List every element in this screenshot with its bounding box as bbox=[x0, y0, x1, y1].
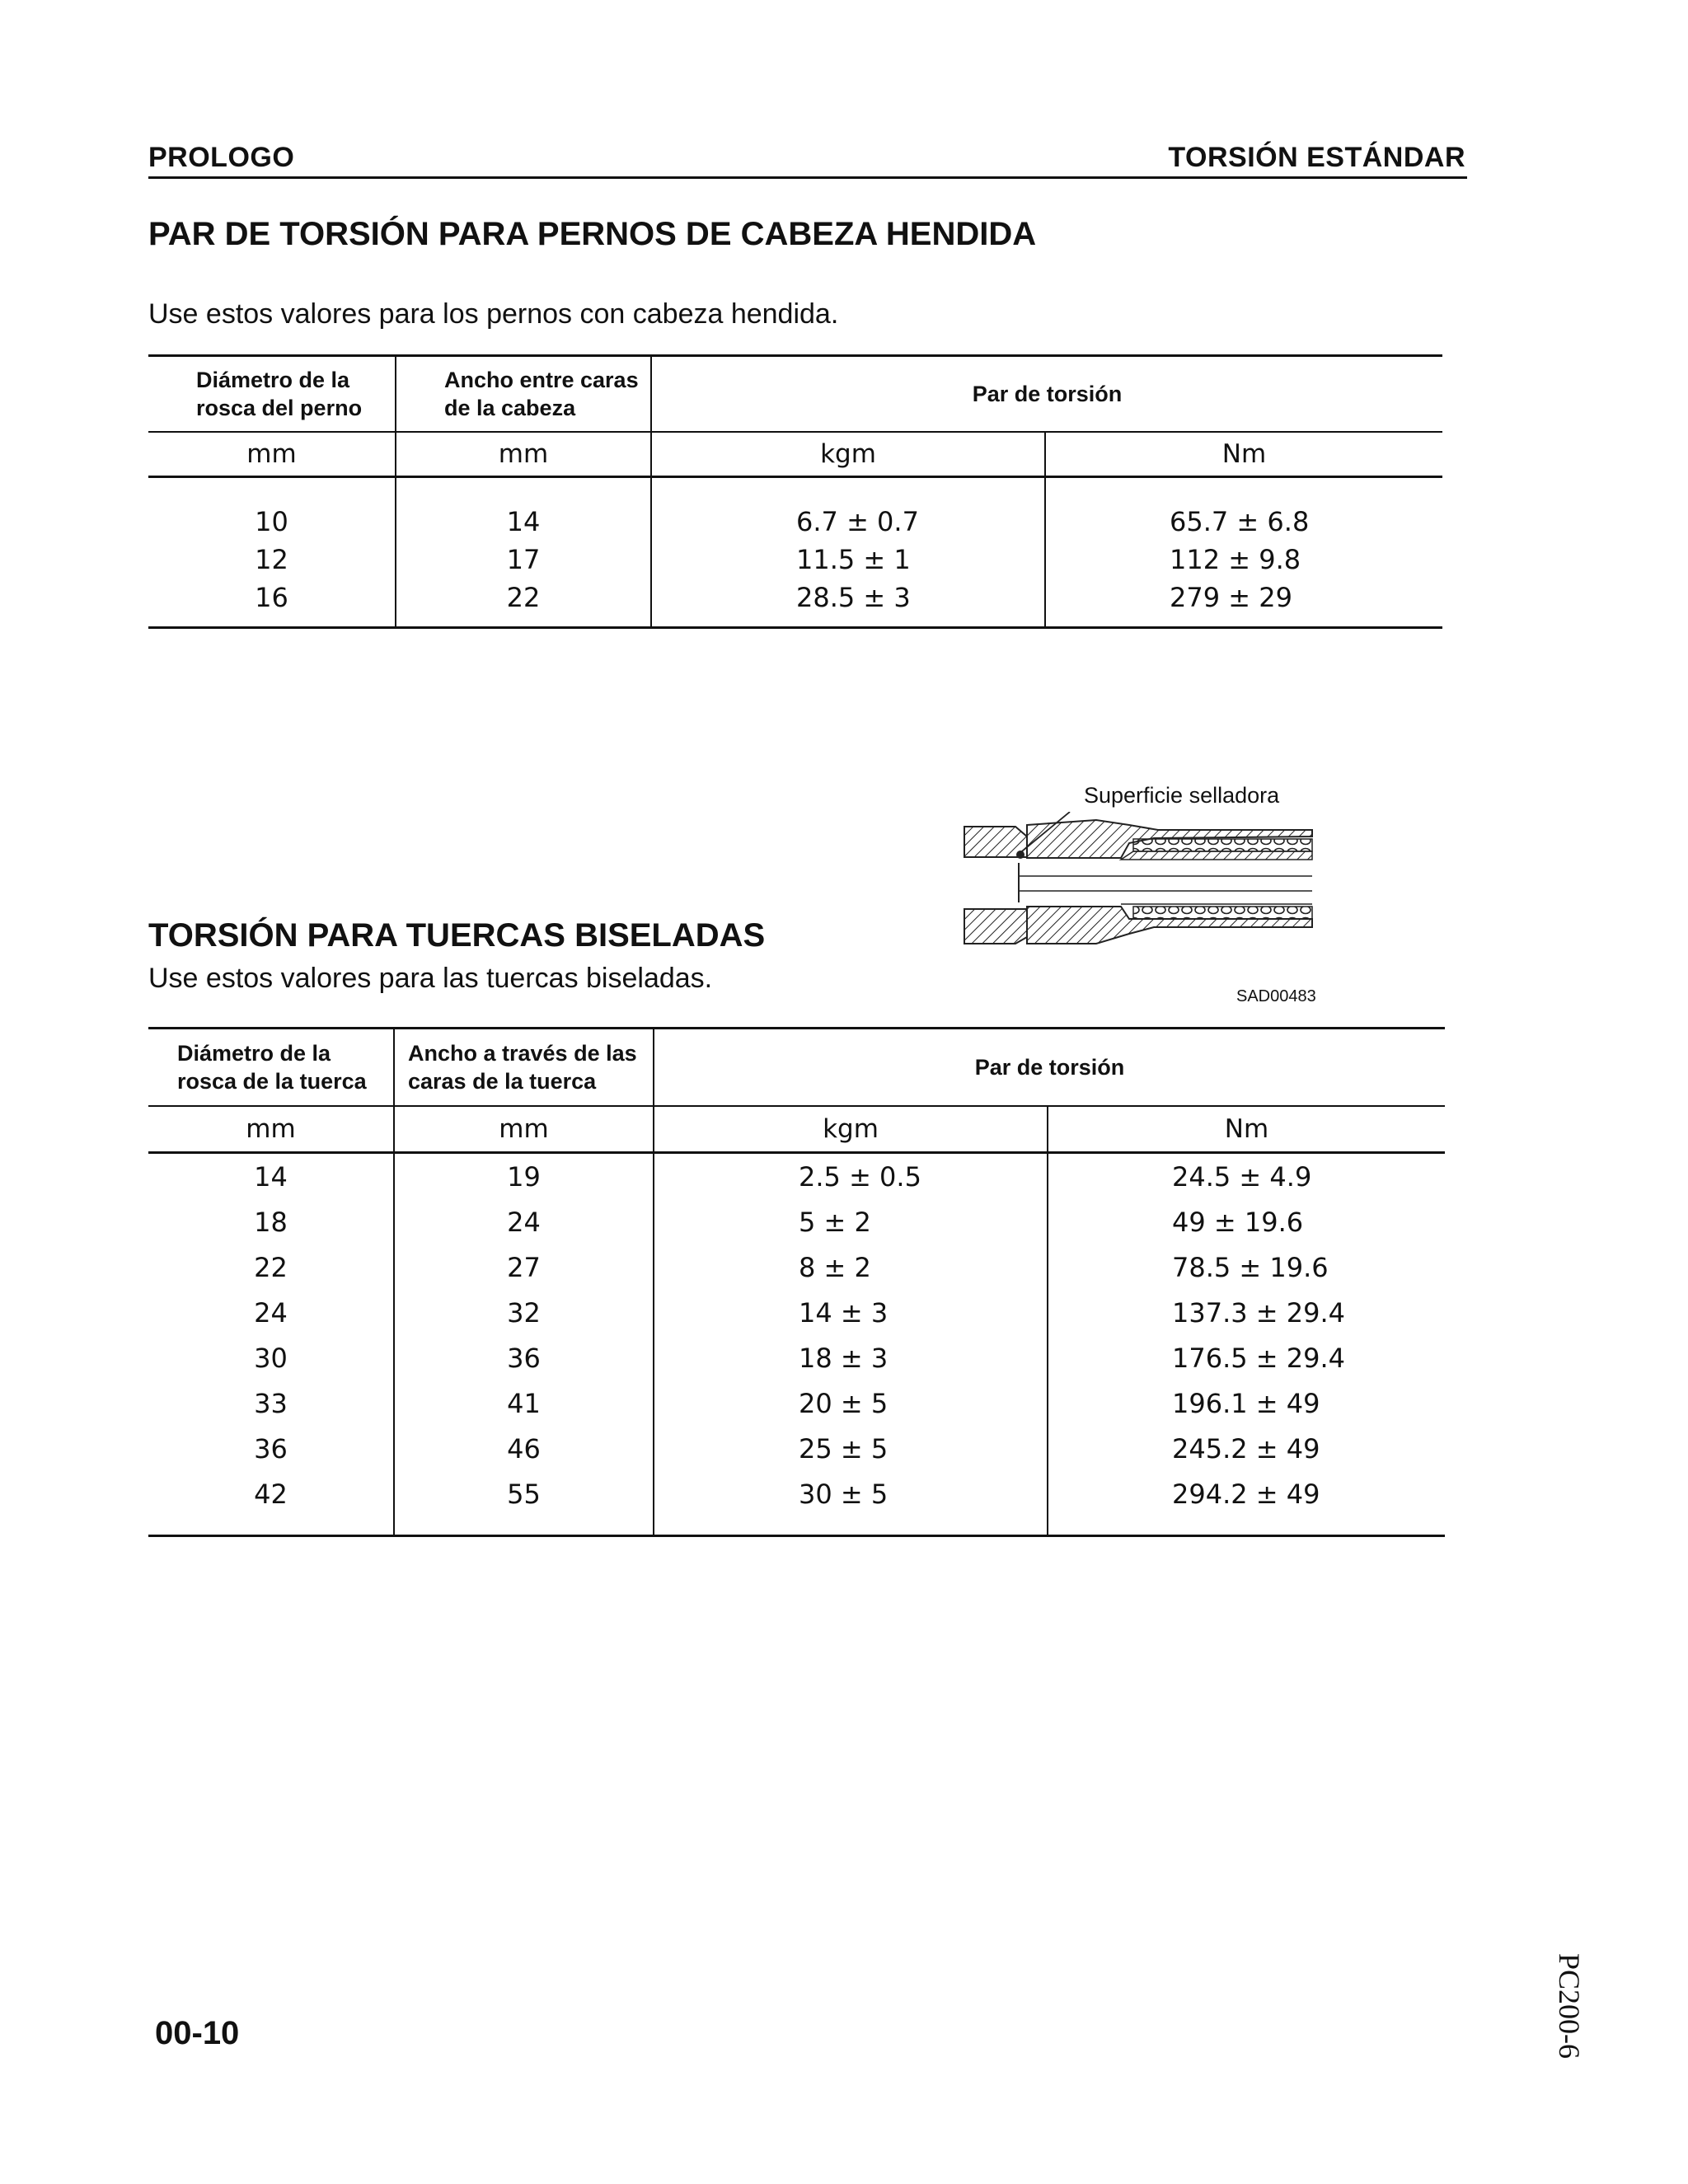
table-row: 22 27 8 ± 2 78.5 ± 19.6 bbox=[148, 1244, 1445, 1290]
page-number: 00-10 bbox=[155, 2015, 240, 2051]
section1-title: PAR DE TORSIÓN PARA PERNOS DE CABEZA HENDIDA bbox=[148, 216, 1037, 252]
table-row: 33 41 20 ± 5 196.1 ± 49 bbox=[148, 1380, 1445, 1426]
flare-nut-diagram bbox=[956, 812, 1323, 989]
unit-label: mm bbox=[148, 432, 396, 477]
table-row: 42 55 30 ± 5 294.2 ± 49 bbox=[148, 1471, 1445, 1516]
column-header-thread-diameter: Diámetro de la rosca de la tuerca bbox=[148, 1029, 394, 1107]
table-row: 14 19 2.5 ± 0.5 24.5 ± 4.9 bbox=[148, 1153, 1445, 1200]
header-divider bbox=[148, 176, 1467, 179]
column-header-thread-diameter: Diámetro de la rosca del perno bbox=[148, 356, 396, 433]
unit-label: mm bbox=[148, 1106, 394, 1153]
table-row: 10 14 6.7 ± 0.7 65.7 ± 6.8 bbox=[148, 503, 1442, 541]
table-row: 36 46 25 ± 5 245.2 ± 49 bbox=[148, 1426, 1445, 1471]
table-row: 16 22 28.5 ± 3 279 ± 29 bbox=[148, 579, 1442, 616]
column-header-torque: Par de torsión bbox=[651, 356, 1442, 433]
section2-subtitle: Use estos valores para las tuercas biseladas. bbox=[148, 963, 713, 994]
diagram-callout-label: Superficie selladora bbox=[1084, 783, 1280, 808]
unit-label: kgm bbox=[651, 432, 1045, 477]
table-row: 12 17 11.5 ± 1 112 ± 9.8 bbox=[148, 541, 1442, 579]
diagram-code: SAD00483 bbox=[1236, 987, 1316, 1005]
table-header-row bbox=[148, 1029, 1445, 1107]
column-header-torque: Par de torsión bbox=[654, 1029, 1445, 1107]
bolt-torque-table bbox=[148, 354, 1442, 629]
column-header-nut-width: Ancho a través de las caras de la tuerca bbox=[394, 1029, 654, 1107]
table-units-row bbox=[148, 1106, 1445, 1153]
model-code: PC200-6 bbox=[1553, 1953, 1586, 2060]
table-units-row bbox=[148, 432, 1442, 477]
unit-label: mm bbox=[396, 432, 651, 477]
unit-label: kgm bbox=[654, 1106, 1048, 1153]
unit-label: Nm bbox=[1045, 432, 1442, 477]
section1-subtitle: Use estos valores para los pernos con cabeza hendida. bbox=[148, 298, 839, 330]
flare-nut-torque-table bbox=[148, 1027, 1445, 1537]
section2-title: TORSIÓN PARA TUERCAS BISELADAS bbox=[148, 917, 766, 954]
unit-label: mm bbox=[394, 1106, 654, 1153]
table-header-row bbox=[148, 356, 1442, 433]
header-chapter-label: TORSIÓN ESTÁNDAR bbox=[1168, 142, 1465, 173]
unit-label: Nm bbox=[1048, 1106, 1445, 1153]
table-row: 18 24 5 ± 2 49 ± 19.6 bbox=[148, 1199, 1445, 1244]
column-header-head-width: Ancho entre caras de la cabeza bbox=[396, 356, 651, 433]
header-section-label: PROLOGO bbox=[148, 142, 295, 173]
table-row: 30 36 18 ± 3 176.5 ± 29.4 bbox=[148, 1335, 1445, 1380]
table-row: 24 32 14 ± 3 137.3 ± 29.4 bbox=[148, 1290, 1445, 1335]
